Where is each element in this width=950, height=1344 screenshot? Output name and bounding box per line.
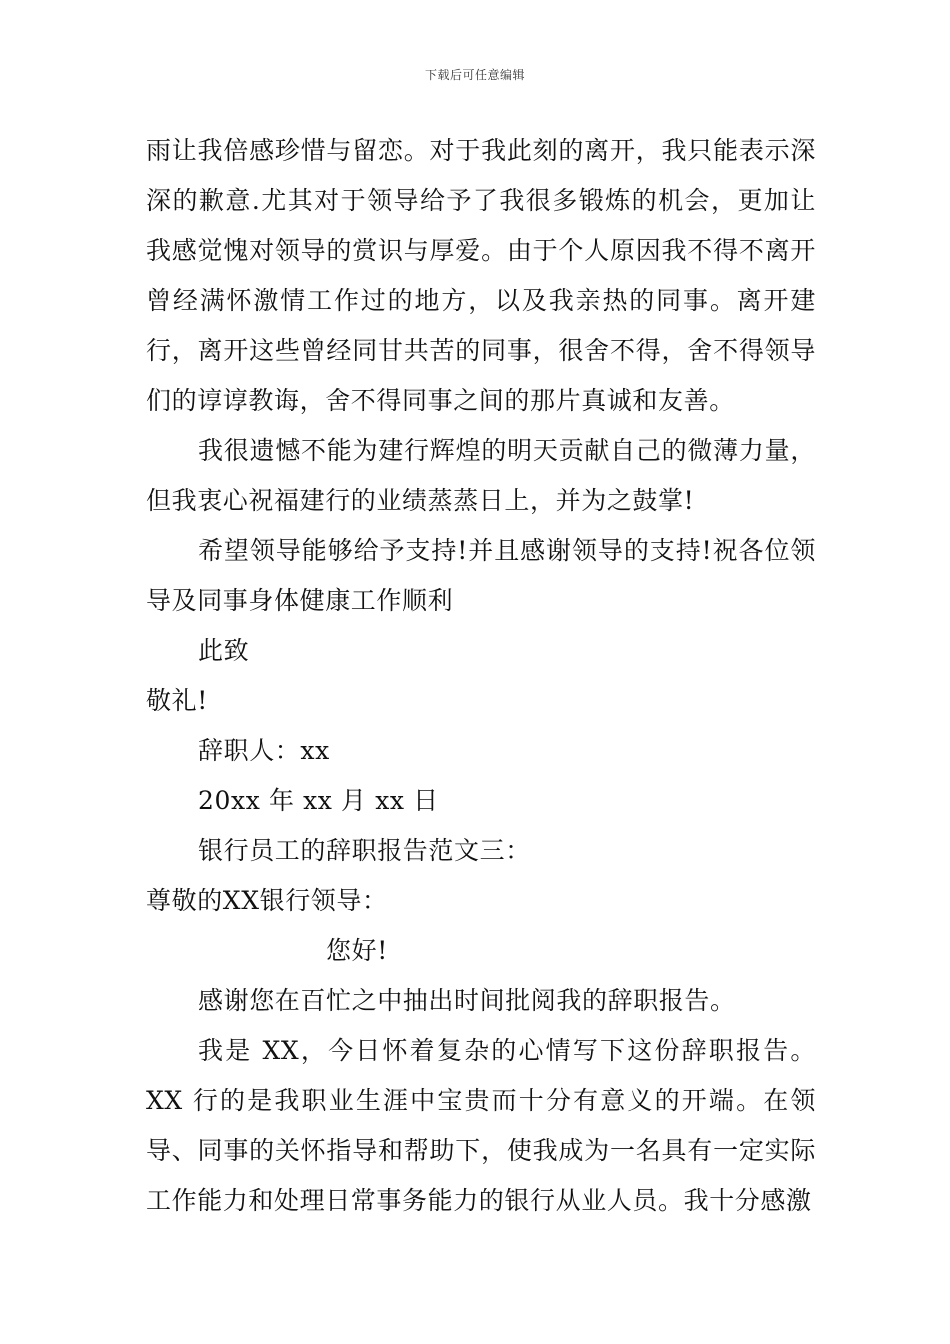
addressee-line: 尊敬的XX银行领导： [146,886,388,915]
paragraph: 雨让我倍感珍惜与留恋。对于我此刻的离开，我只能表示深深的歉意.尤其对于领导给予了我很多锻炼的机会，更加让我感觉愧对领导的赏识与厚爱。由于个人原因我不得不离开曾经满怀激情工作过的地方，以及我亲热的同事。离开建行，离开这些曾经同甘共苦的同事，很舍不得，舍不得领导们的谆谆教诲，舍不得同事之间的那片真诚和友善。 [146,136,816,415]
document-body [146,126,816,1226]
paragraph: 感谢您在百忙之中抽出时间批阅我的辞职报告。 [198,986,736,1015]
signature-line: 辞职人：xx [198,736,330,765]
paragraph: 我是 XX，今日怀着复杂的心情写下这份辞职报告。XX 行的是我职业生涯中宝贵而十分有意义的开端。在领导、同事的关怀指导和帮助下，使我成为一名具有一定实际工作能力和处理日常事务能力的银行从业人员。我十分感激 [146,1036,816,1215]
section-title: 银行员工的辞职报告范文三： [198,836,531,865]
date-line: 20xx 年 xx 月 xx 日 [198,786,439,815]
closing-phrase: 此致 [198,636,250,665]
salutation-closing: 敬礼! [146,686,208,715]
paragraph: 我很遗憾不能为建行辉煌的明天贡献自己的微薄力量，但我衷心祝福建行的业绩蒸蒸日上，并为之鼓掌! [146,436,816,515]
paragraph: 希望领导能够给予支持!并且感谢领导的支持!祝各位领导及同事身体健康工作顺利 [146,536,816,615]
greeting-line: 您好! [326,936,388,965]
page-header: 下载后可任意编辑 [424,68,525,82]
